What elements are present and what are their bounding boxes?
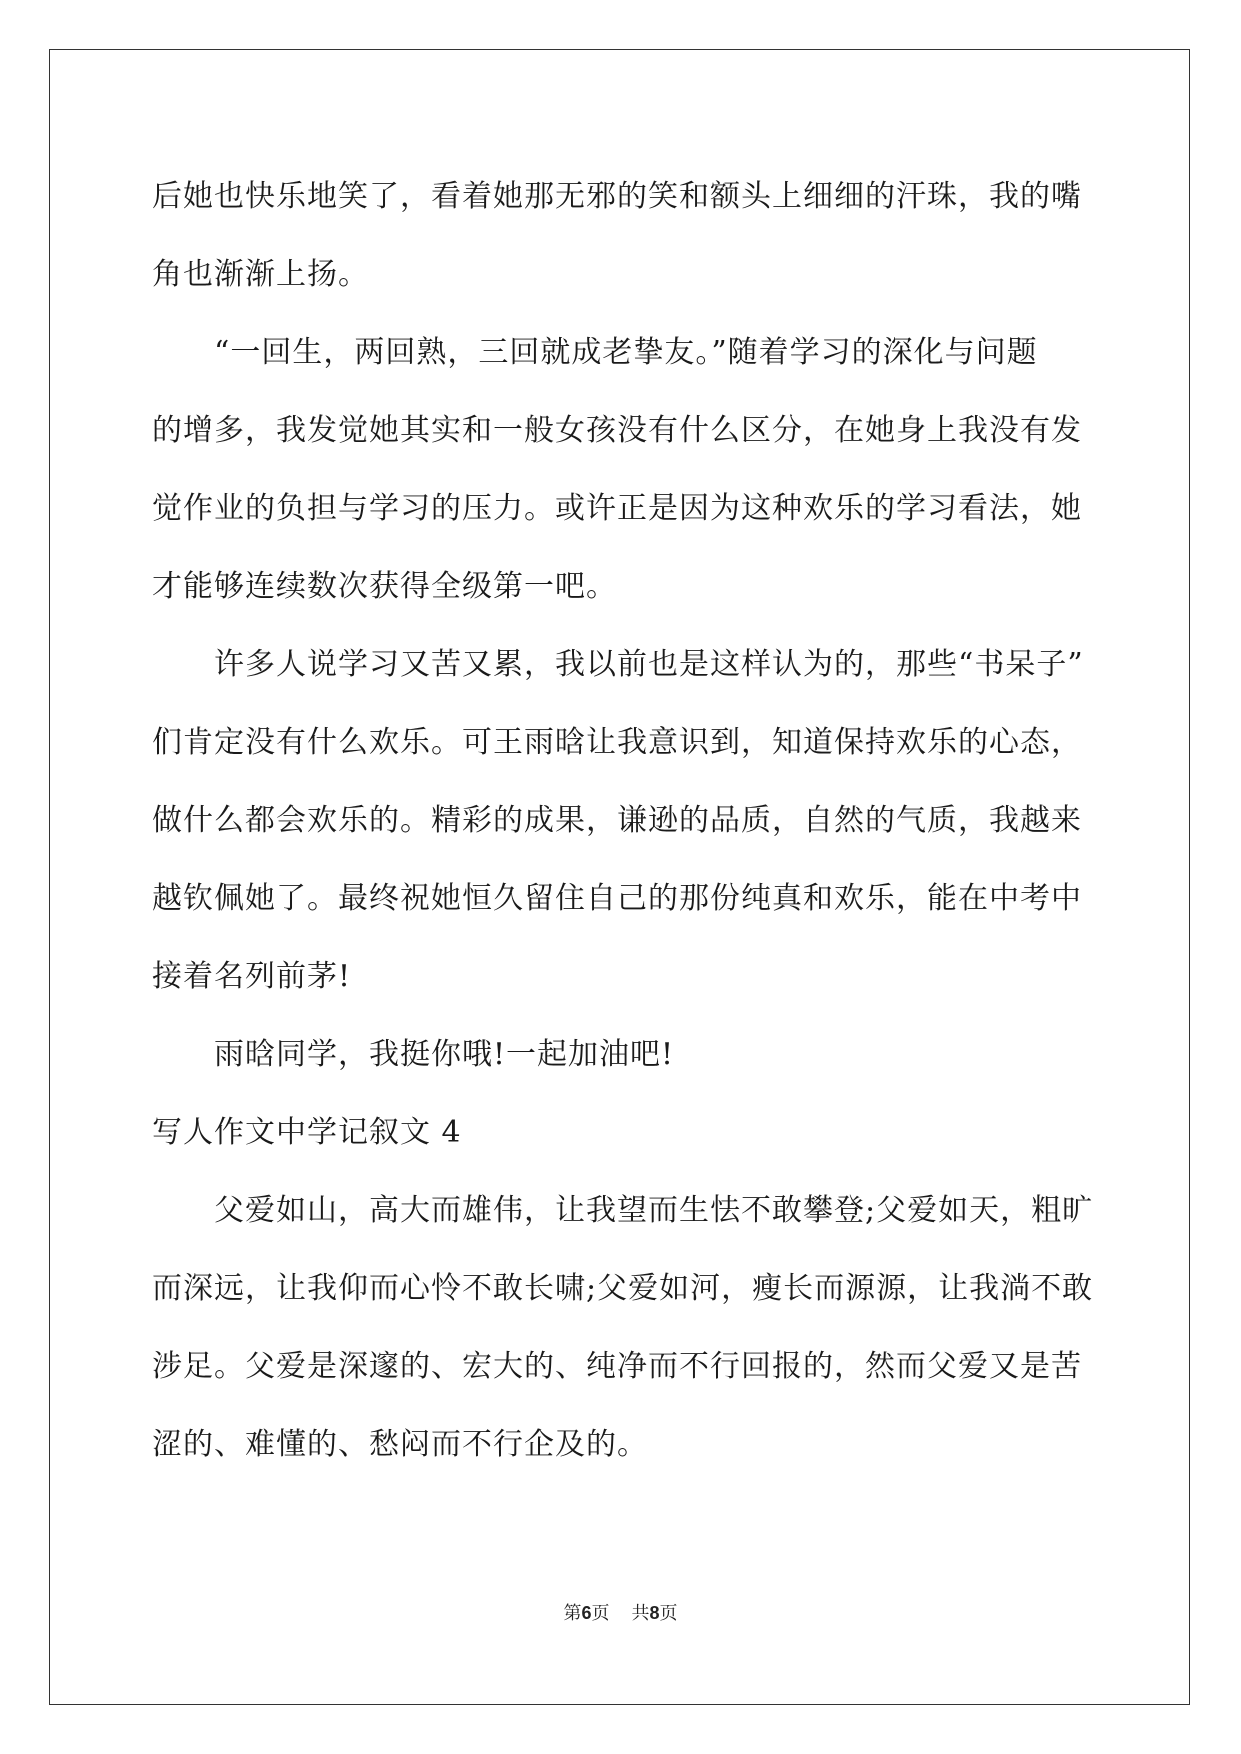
paragraph-line: 接着名列前茅! xyxy=(152,959,352,994)
document-body xyxy=(152,158,1092,1484)
paragraph-line: “一回生，两回熟，三回就成老挚友。”随着学习的深化与问题 xyxy=(214,335,1038,370)
paragraph-line: 后她也快乐地笑了，看着她那无邪的笑和额头上细细的汗珠，我的嘴 xyxy=(152,179,1082,214)
paragraph-line: 雨晗同学，我挺你哦!一起加油吧! xyxy=(214,1037,675,1072)
total-suffix: 页 xyxy=(659,1603,678,1624)
page-footer xyxy=(0,1599,1241,1625)
paragraph-line: 而深远，让我仰而心怜不敢长啸;父爱如河，瘦长而源源，让我淌不敢 xyxy=(152,1271,1094,1306)
total-pages-number: 8 xyxy=(649,1603,660,1623)
paragraph-line: 涉足。父爱是深邃的、宏大的、纯净而不行回报的，然而父爱又是苦 xyxy=(152,1349,1082,1384)
paragraph-line: 涩的、难懂的、愁闷而不行企及的。 xyxy=(152,1427,648,1462)
current-page-number: 6 xyxy=(581,1603,592,1623)
paragraph-line: 越钦佩她了。最终祝她恒久留住自己的那份纯真和欢乐，能在中考中 xyxy=(152,881,1082,916)
paragraph-line: 父爱如山，高大而雄伟，让我望而生怯不敢攀登;父爱如天，粗旷 xyxy=(214,1193,1094,1228)
paragraph-line: 觉作业的负担与学习的压力。或许正是因为这种欢乐的学习看法，她 xyxy=(152,491,1082,526)
paragraph-line: 们肯定没有什么欢乐。可王雨晗让我意识到，知道保持欢乐的心态， xyxy=(152,725,1082,760)
section-heading: 写人作文中学记叙文 4 xyxy=(152,1115,462,1150)
page-prefix: 第 xyxy=(563,1603,582,1624)
paragraph-line: 做什么都会欢乐的。精彩的成果，谦逊的品质，自然的气质，我越来 xyxy=(152,803,1082,838)
paragraph-line: 角也渐渐上扬。 xyxy=(152,257,369,292)
paragraph-line: 的增多，我发觉她其实和一般女孩没有什么区分，在她身上我没有发 xyxy=(152,413,1082,448)
total-prefix: 共 xyxy=(631,1603,650,1624)
page-suffix: 页 xyxy=(591,1603,610,1624)
paragraph-line: 才能够连续数次获得全级第一吧。 xyxy=(152,569,617,604)
paragraph-line: 许多人说学习又苦又累，我以前也是这样认为的，那些“书呆子” xyxy=(214,647,1084,682)
